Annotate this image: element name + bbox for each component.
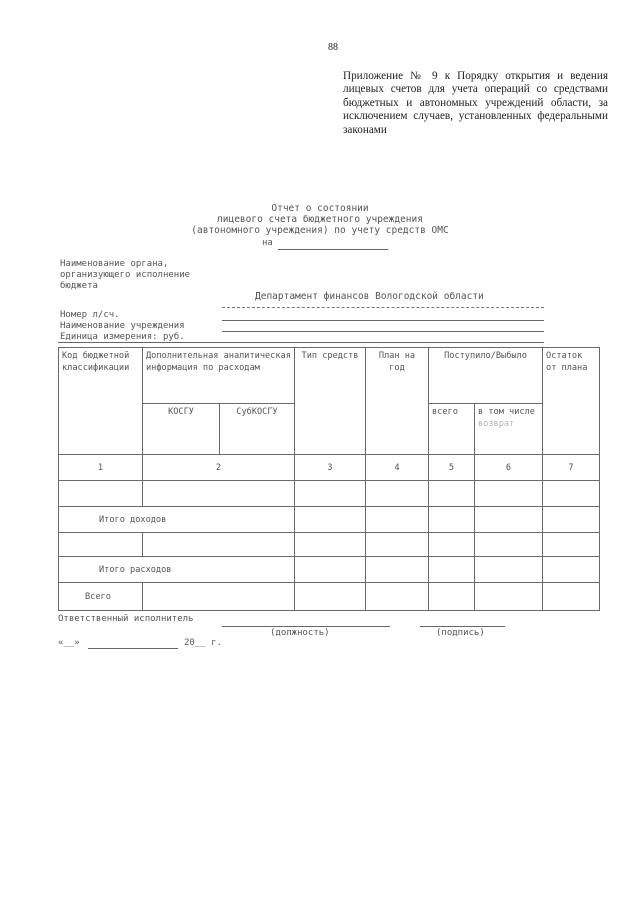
unit-label: Единица измерения: руб.	[60, 332, 185, 342]
signature-caption: (подпись)	[436, 628, 485, 638]
page-number: 88	[328, 42, 338, 53]
organ-value: Департамент финансов Вологодской области	[255, 291, 484, 302]
header-extra-info: Дополнительная аналитическая информация по расходам	[143, 348, 295, 404]
col-number-4: 4	[366, 455, 429, 481]
report-date-label: на	[262, 238, 273, 248]
date-year: 20__ г.	[184, 638, 222, 648]
position-line	[222, 626, 390, 627]
date-month-line	[88, 648, 178, 649]
header-including-faint: возврат	[478, 419, 515, 429]
position-caption: (должность)	[270, 628, 330, 638]
report-title-line-1: Отчет о состоянии	[271, 203, 369, 214]
col-number-6: 6	[475, 455, 543, 481]
table-row	[59, 481, 600, 507]
organ-label-line-1: Наименование органа,	[60, 259, 169, 269]
header-plan: План на год	[366, 348, 429, 455]
organ-label-line-3: бюджета	[60, 281, 98, 291]
organ-value-line	[222, 307, 544, 308]
row-grand-total: Всего	[59, 583, 143, 611]
institution-line	[222, 331, 544, 332]
col-number-2: 2	[143, 455, 295, 481]
table-row	[59, 533, 600, 557]
unit-line	[58, 342, 544, 343]
header-type: Тип средств	[295, 348, 366, 455]
row-expense-total: Итого расходов	[59, 557, 295, 583]
col-number-7: 7	[543, 455, 600, 481]
header-rest: Остаток от плана	[543, 348, 600, 455]
header-kosgu: КОСГУ	[143, 404, 220, 455]
col-number-5: 5	[429, 455, 475, 481]
report-table	[58, 347, 600, 611]
table-row	[59, 583, 600, 611]
report-title-line-2: лицевого счета бюджетного учреждения	[217, 214, 423, 225]
col-number-3: 3	[295, 455, 366, 481]
header-code: Код бюджетной классификации	[59, 348, 143, 455]
report-title-line-3: (автономного учреждения) по учету средств ОМС	[191, 225, 449, 236]
header-flow: Поступило/Выбыло	[429, 348, 543, 404]
account-number-line	[222, 320, 544, 321]
header-total: всего	[429, 404, 475, 455]
row-income-total: Итого доходов	[59, 507, 295, 533]
responsible-label: Ответственный исполнитель	[58, 614, 194, 624]
header-subkosgu: СубКОСГУ	[220, 404, 295, 455]
header-including	[475, 404, 543, 455]
appendix-note: Приложение № 9 к Порядку открытия и ведения лицевых счетов для учета операций со средствами бюджетных и автономных учреждений области, за исключением случаев, установленных федеральными законами	[343, 70, 608, 136]
table-row	[59, 507, 600, 533]
report-date-line	[278, 249, 388, 250]
col-number-1: 1	[59, 455, 143, 481]
signature-line	[420, 626, 505, 627]
header-including-text: в том числе	[478, 407, 535, 417]
institution-label: Наименование учреждения	[60, 321, 185, 331]
account-number-label: Номер л/сч.	[60, 310, 120, 320]
organ-label-line-2: организующего исполнение	[60, 270, 191, 280]
date-day: «__»	[58, 638, 80, 648]
table-row	[59, 557, 600, 583]
